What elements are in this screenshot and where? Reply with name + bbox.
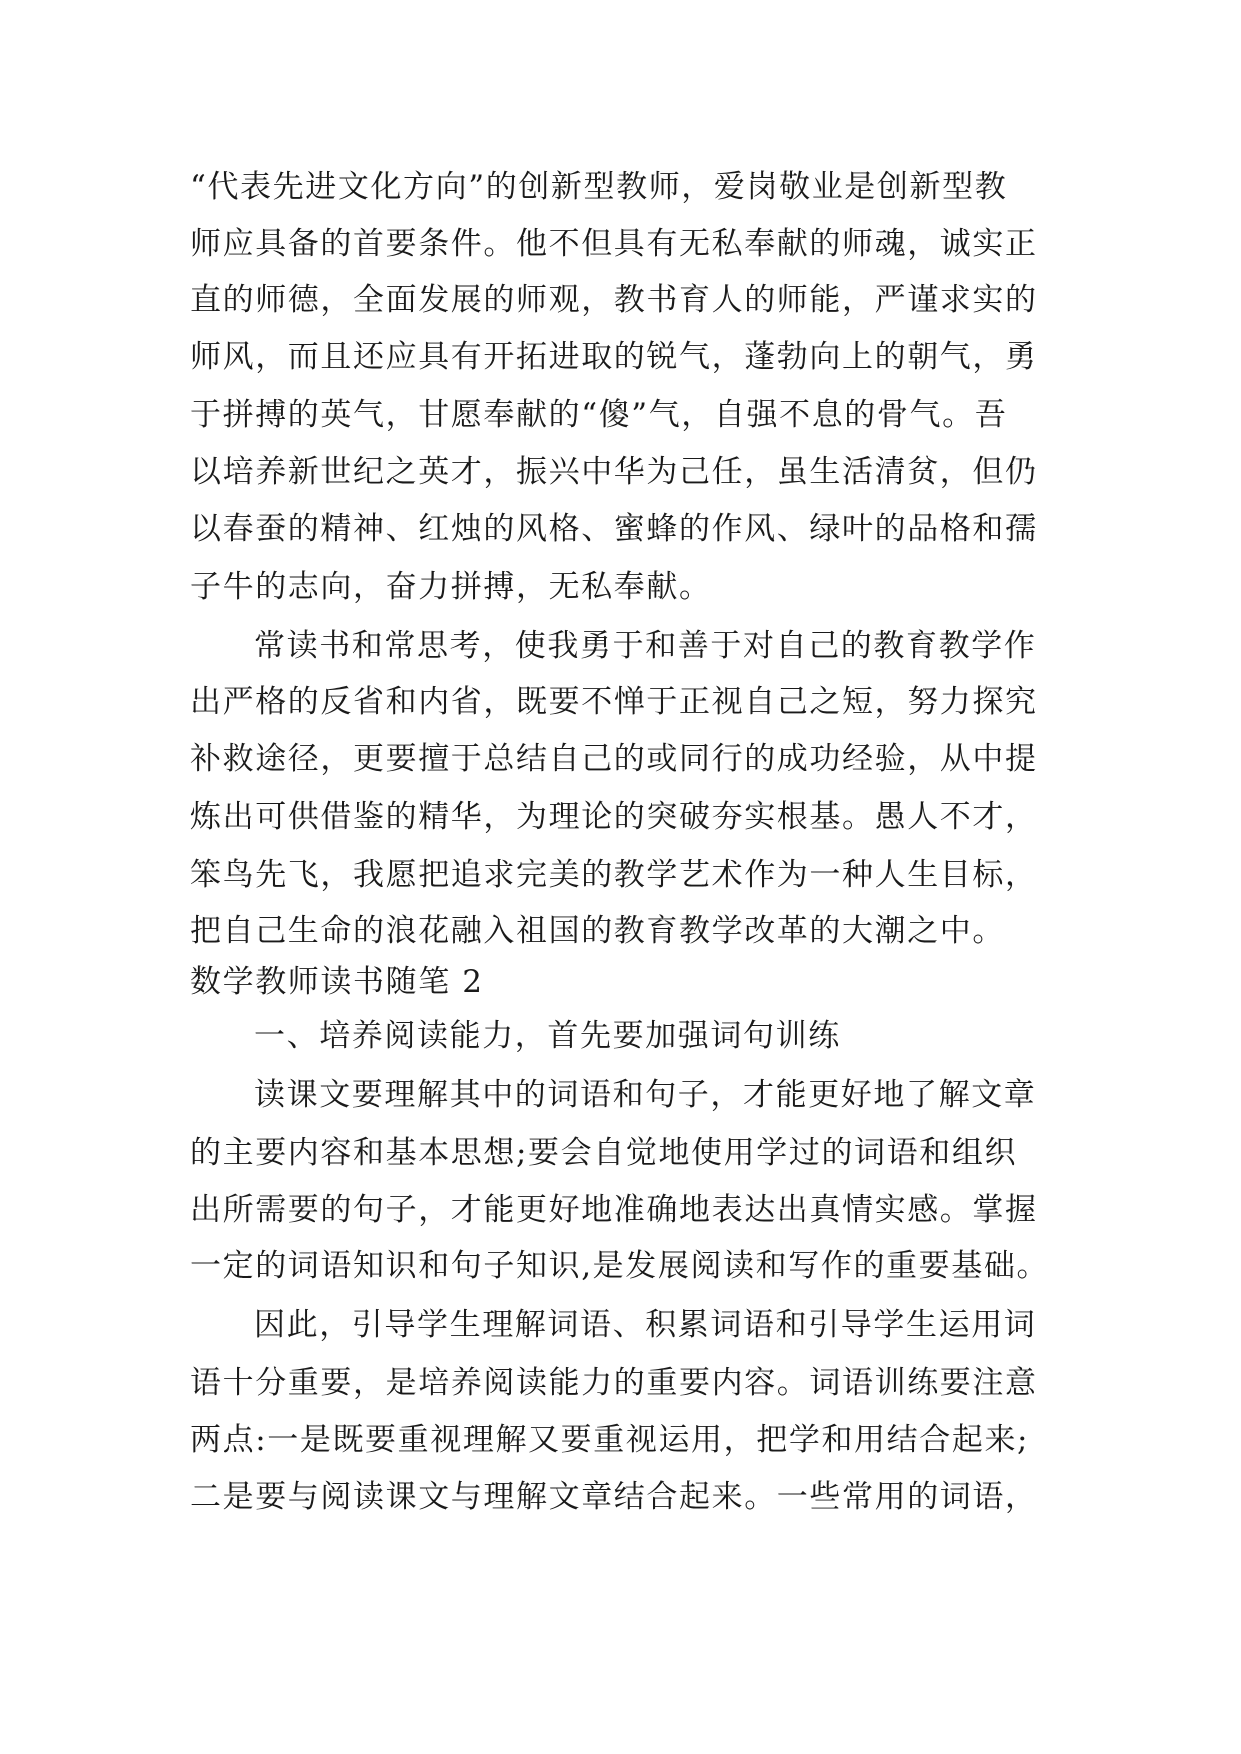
- text-line: “代表先进文化方向”的创新型教师，爱岗敬业是创新型教: [190, 169, 1008, 205]
- paragraph-first-line: 因此，引导学生理解词语、积累词语和引导学生运用词: [254, 1307, 1037, 1343]
- text-line: 两点:一是既要重视理解又要重视运用，把学和用结合起来;: [190, 1422, 1030, 1458]
- text-line: 出严格的反省和内省，既要不惮于正视自己之短，努力探究: [190, 684, 1038, 720]
- text-line: 二是要与阅读课文与理解文章结合起来。一些常用的词语，: [190, 1479, 1038, 1515]
- text-line: 补救途径，更要擅于总结自己的或同行的成功经验，从中提: [190, 741, 1038, 777]
- text-line: 的主要内容和基本思想;要会自觉地使用学过的词语和组织: [190, 1135, 1018, 1171]
- text-line: 师应具备的首要条件。他不但具有无私奉献的师魂，诚实正: [190, 226, 1038, 262]
- text-line: 炼出可供借鉴的精华，为理论的突破夯实根基。愚人不才，: [190, 799, 1038, 835]
- text-line: 以春蚕的精神、红烛的风格、蜜蜂的作风、绿叶的品格和孺: [190, 511, 1038, 547]
- text-line: 一定的词语知识和句子知识,是发展阅读和写作的重要基础。: [190, 1248, 1050, 1284]
- text-line: 以培养新世纪之英才，振兴中华为己任，虽生活清贫，但仍: [190, 454, 1038, 490]
- paragraph-first-line: 常读书和常思考，使我勇于和善于对自己的教育教学作: [254, 628, 1037, 664]
- paragraph-first-line: 读课文要理解其中的词语和句子，才能更好地了解文章: [254, 1077, 1037, 1113]
- text-line: 子牛的志向，奋力拼搏，无私奉献。: [190, 569, 712, 605]
- text-line: 于拼搏的英气，甘愿奉献的“傻”气，自强不息的骨气。吾: [190, 397, 1008, 433]
- section-subheading: 一、培养阅读能力，首先要加强词句训练: [254, 1018, 841, 1054]
- text-line: 把自己生命的浪花融入祖国的教育教学改革的大潮之中。: [190, 913, 1005, 949]
- text-line: 师风，而且还应具有开拓进取的锐气，蓬勃向上的朝气，勇: [190, 339, 1038, 375]
- text-line: 笨鸟先飞，我愿把追求完美的教学艺术作为一种人生目标，: [190, 857, 1038, 893]
- text-line: 出所需要的句子，才能更好地准确地表达出真情实感。掌握: [190, 1192, 1038, 1228]
- text-line: 直的师德，全面发展的师观，教书育人的师能，严谨求实的: [190, 282, 1038, 318]
- text-line: 语十分重要，是培养阅读能力的重要内容。词语训练要注意: [190, 1365, 1038, 1401]
- section-title: 数学教师读书随笔 2: [190, 964, 484, 1000]
